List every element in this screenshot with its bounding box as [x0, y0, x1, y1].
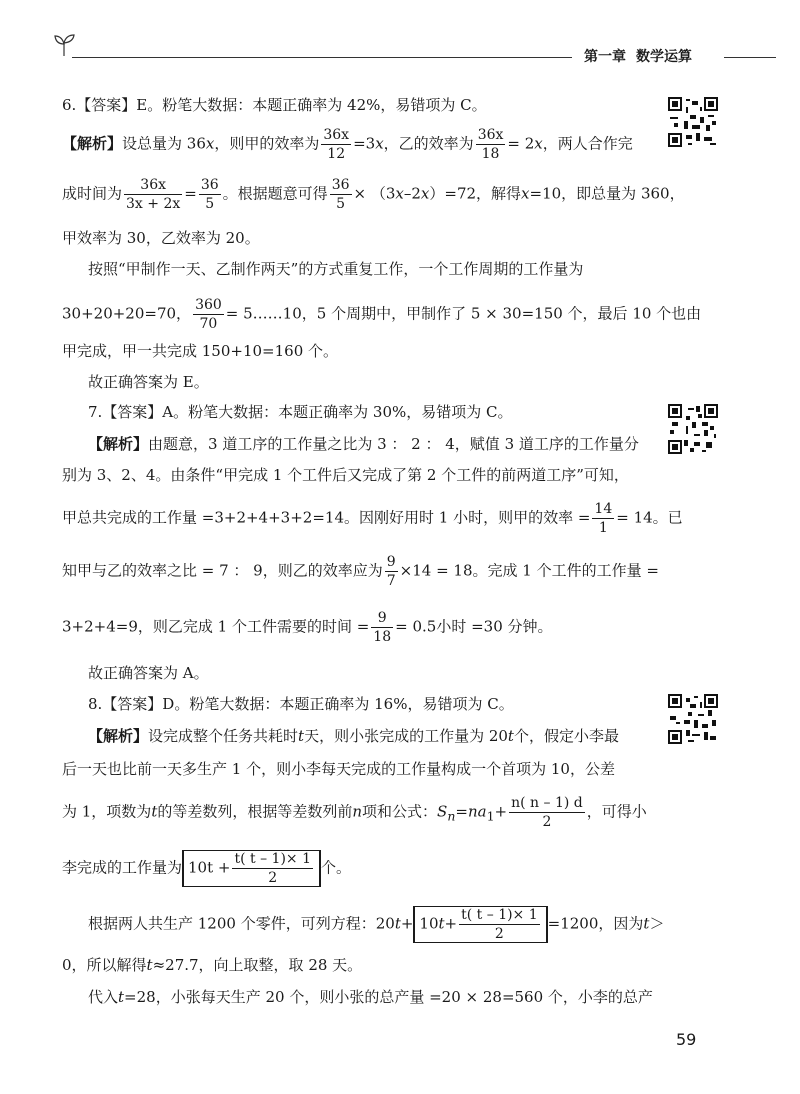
q6-analysis-line-4: 按照“甲制作一天、乙制作两天”的方式重复工作，一个工作周期的工作量为	[88, 260, 584, 278]
qr-code-icon	[668, 694, 718, 744]
q8-analysis-line-6: 0，所以解得t≈27.7，向上取整，取 28 天。	[62, 956, 363, 974]
q8-analysis-line-2: 后一天也比前一天多生产 1 个，则小李每天完成的工作量构成一个首项为 10，公差	[62, 760, 615, 778]
chapter-heading	[584, 46, 702, 66]
analysis-label: 【解析】	[88, 727, 149, 745]
qr-code-icon	[668, 404, 718, 454]
fraction: $\frac{36x}{12}$	[323, 127, 350, 162]
fraction: $\frac{36}{5}$	[200, 177, 219, 212]
q8-analysis-line-4: 李完成的工作量为 10t + $\frac{t( t - 1)\times 1}{2}$ 个。	[62, 851, 352, 886]
q6-analysis-line-5: 30+20+20=70， $\frac{360}{70}$ = 5……10，5 个周期中，甲制作了 5 × 30=150 个，最后 10 个也由	[62, 297, 702, 332]
square-bracket-expression: 10t + $\frac{t( t - 1)\times 1}{2}$	[182, 850, 321, 887]
square-bracket-expression: 10t+ $\frac{t( t - 1)\times 1}{2}$	[413, 906, 547, 943]
q7-analysis-line-2: 别为 3、2、4。由条件“甲完成 1 个工件后又完成了第 2 个工件的前两道工序”可知，	[62, 466, 629, 484]
q8-analysis-line-7: 代入t=28，小张每天生产 20 个，则小张的总产量 =20 × 28=560 个，小李的总产	[88, 988, 653, 1006]
q6-analysis-line-3: 甲效率为 30，乙效率为 20。	[62, 229, 260, 247]
header-rule-left	[72, 57, 572, 58]
fraction: $\frac{360}{70}$	[195, 297, 222, 332]
q6-conclusion: 故正确答案为 E。	[88, 373, 209, 391]
analysis-label: 【解析】	[88, 435, 149, 453]
q7-answer-line: 7.【答案】A。粉笔大数据：本题正确率为 30%，易错项为 C。	[88, 403, 513, 421]
page-header	[0, 0, 800, 80]
chapter-label: 第一章	[584, 49, 626, 65]
q8-answer-line: 8.【答案】D。粉笔大数据：本题正确率为 16%，易错项为 C。	[88, 695, 514, 713]
sprout-icon	[52, 32, 78, 58]
q6-analysis-line-6: 甲完成，甲一共完成 150+10=160 个。	[62, 342, 339, 360]
q8-analysis-line-1: 【解析】设完成整个任务共耗时t天，则小张完成的工作量为 20t个，假定小李最	[88, 727, 619, 745]
analysis-label: 【解析】	[62, 134, 123, 153]
q7-analysis-line-3: 甲总共完成的工作量 =3+2+4+3+2=14。因刚好用时 1 小时，则甲的效率 = $\frac{14}{1}$ = 14。已	[62, 501, 683, 536]
fraction: $\frac{36}{5}$	[331, 177, 350, 212]
q7-conclusion: 故正确答案为 A。	[88, 664, 209, 682]
fraction: $\frac{t( t - 1)\times 1}{2}$	[461, 907, 538, 942]
q7-analysis-line-4: 知甲与乙的效率之比 = 7 ： 9，则乙的效率应为 $\frac{9}{7}$ ×14 = 18。完成 1 个工件的工作量 =	[62, 554, 659, 589]
fraction: $\frac{14}{1}$	[594, 501, 613, 536]
header-rule-right	[724, 57, 776, 58]
q7-analysis-line-1: 【解析】由题意，3 道工序的工作量之比为 3 ： 2 ： 4，赋值 3 道工序的工作量分	[88, 435, 639, 453]
fraction: $\frac{36x}{18}$	[477, 127, 504, 162]
q6-answer-line: 6.【答案】E。粉笔大数据：本题正确率为 42%，易错项为 C。	[62, 96, 487, 114]
q6-analysis-line-1: 【解析】设总量为 36x，则甲的效率为 $\frac{36x}{12}$ =3x，乙的效率为 $\frac{36x}{18}$ = 2x，两人合作完	[62, 127, 633, 162]
fraction: $\frac{36x}{3x + 2x}$	[126, 177, 181, 212]
q7-analysis-line-5: 3+2+4=9，则乙完成 1 个工件需要的时间 = $\frac{9}{18}$ = 0.5小时 =30 分钟。	[62, 610, 553, 645]
q8-analysis-line-5: 根据两人共生产 1200 个零件，可列方程：20t+ 10t+ $\frac{t( t - 1)\times 1}{2}$ =1200，因为t＞	[88, 907, 665, 942]
chapter-title: 数学运算	[636, 49, 692, 65]
fraction: $\frac{n( n - 1) d}{2}$	[511, 795, 583, 830]
fraction: $\frac{9}{18}$	[373, 610, 392, 645]
page-number: 59	[676, 1030, 697, 1049]
fraction: $\frac{t( t - 1)\times 1}{2}$	[234, 851, 311, 886]
qr-code-icon	[668, 97, 718, 147]
q6-analysis-line-2: 成时间为 $\frac{36x}{3x + 2x}$ = $\frac{36}{5}$ 。根据题意可得 $\frac{36}{5}$ × （3x–2x）=72，解得x=10，即总量为 360，	[62, 177, 685, 212]
fraction: $\frac{9}{7}$	[386, 554, 396, 589]
q8-analysis-line-3: 为 1，项数为t的等差数列，根据等差数列前n项和公式：$S_n=na_1+$ $\frac{n( n - 1) d}{2}$ ，可得小	[62, 795, 647, 830]
